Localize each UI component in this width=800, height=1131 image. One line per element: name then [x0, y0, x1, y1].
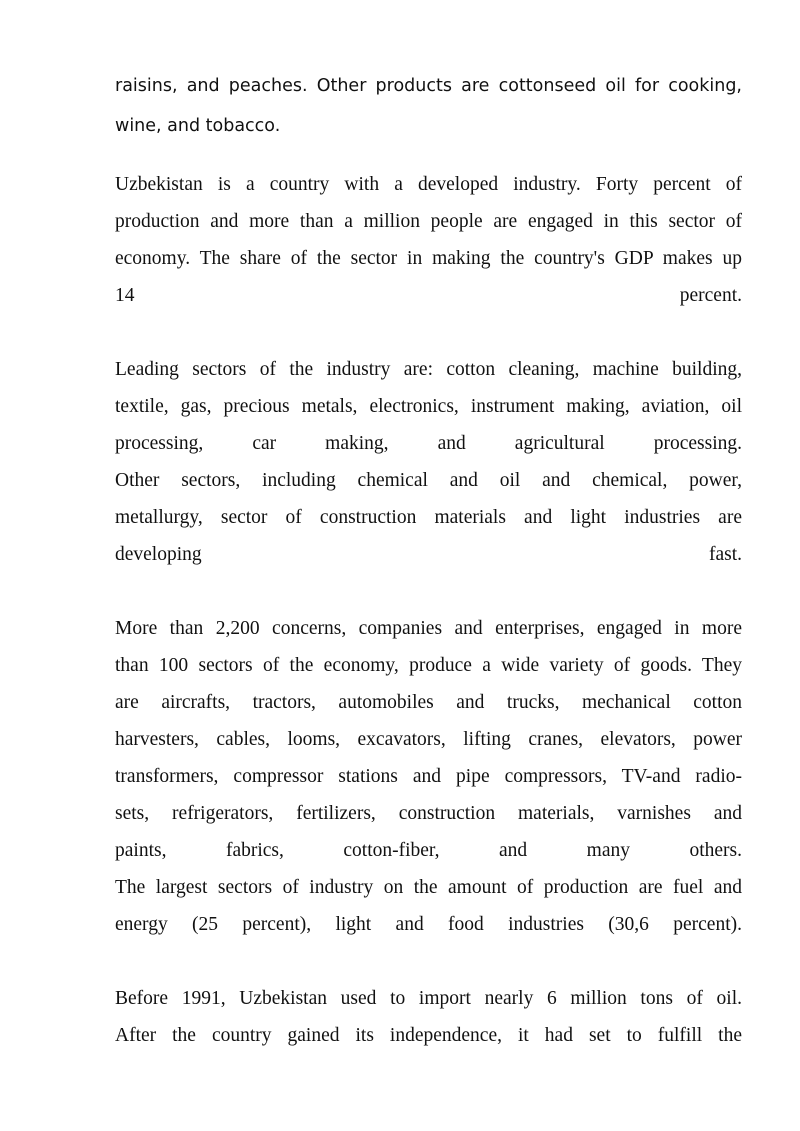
text-line: energy (25 percent), light and food industries (30,6 percent).	[115, 914, 742, 935]
text-line: Before 1991, Uzbekistan used to import nearly 6 million tons of oil.	[115, 988, 742, 1009]
text-line: transformers, compressor stations and pipe compressors, TV-and radio-	[115, 766, 742, 787]
text-line: Other sectors, including chemical and oil and chemical, power,	[115, 470, 742, 491]
text-line: More than 2,200 concerns, companies and enterprises, engaged in more	[115, 618, 742, 639]
text-line: harvesters, cables, looms, excavators, lifting cranes, elevators, power	[115, 729, 742, 750]
text-line: paints, fabrics, cotton-fiber, and many others.	[115, 840, 742, 861]
text-line: are aircrafts, tractors, automobiles and trucks, mechanical cotton	[115, 692, 742, 713]
text-line: After the country gained its independence, it had set to fulfill the	[115, 1025, 742, 1046]
text-line: The largest sectors of industry on the amount of production are fuel and	[115, 877, 742, 898]
text-line: processing, car making, and agricultural processing.	[115, 433, 742, 454]
text-line: textile, gas, precious metals, electronics, instrument making, aviation, oil	[115, 396, 742, 417]
text-line: production and more than a million people are engaged in this sector of	[115, 211, 742, 232]
text-line: economy. The share of the sector in making the country's GDP makes up	[115, 248, 742, 269]
text-line: Leading sectors of the industry are: cotton cleaning, machine building,	[115, 359, 742, 380]
text-line: wine, and tobacco.	[115, 116, 281, 136]
text-line: raisins, and peaches. Other products are cottonseed oil for cooking,	[115, 76, 742, 96]
text-line: developing fast.	[115, 544, 742, 565]
text-line: Uzbekistan is a country with a developed industry. Forty percent of	[115, 174, 742, 195]
text-line: than 100 sectors of the economy, produce a wide variety of goods. They	[115, 655, 742, 676]
text-line: sets, refrigerators, fertilizers, construction materials, varnishes and	[115, 803, 742, 824]
text-line: 14 percent.	[115, 285, 742, 306]
text-line: metallurgy, sector of construction materials and light industries are	[115, 507, 742, 528]
